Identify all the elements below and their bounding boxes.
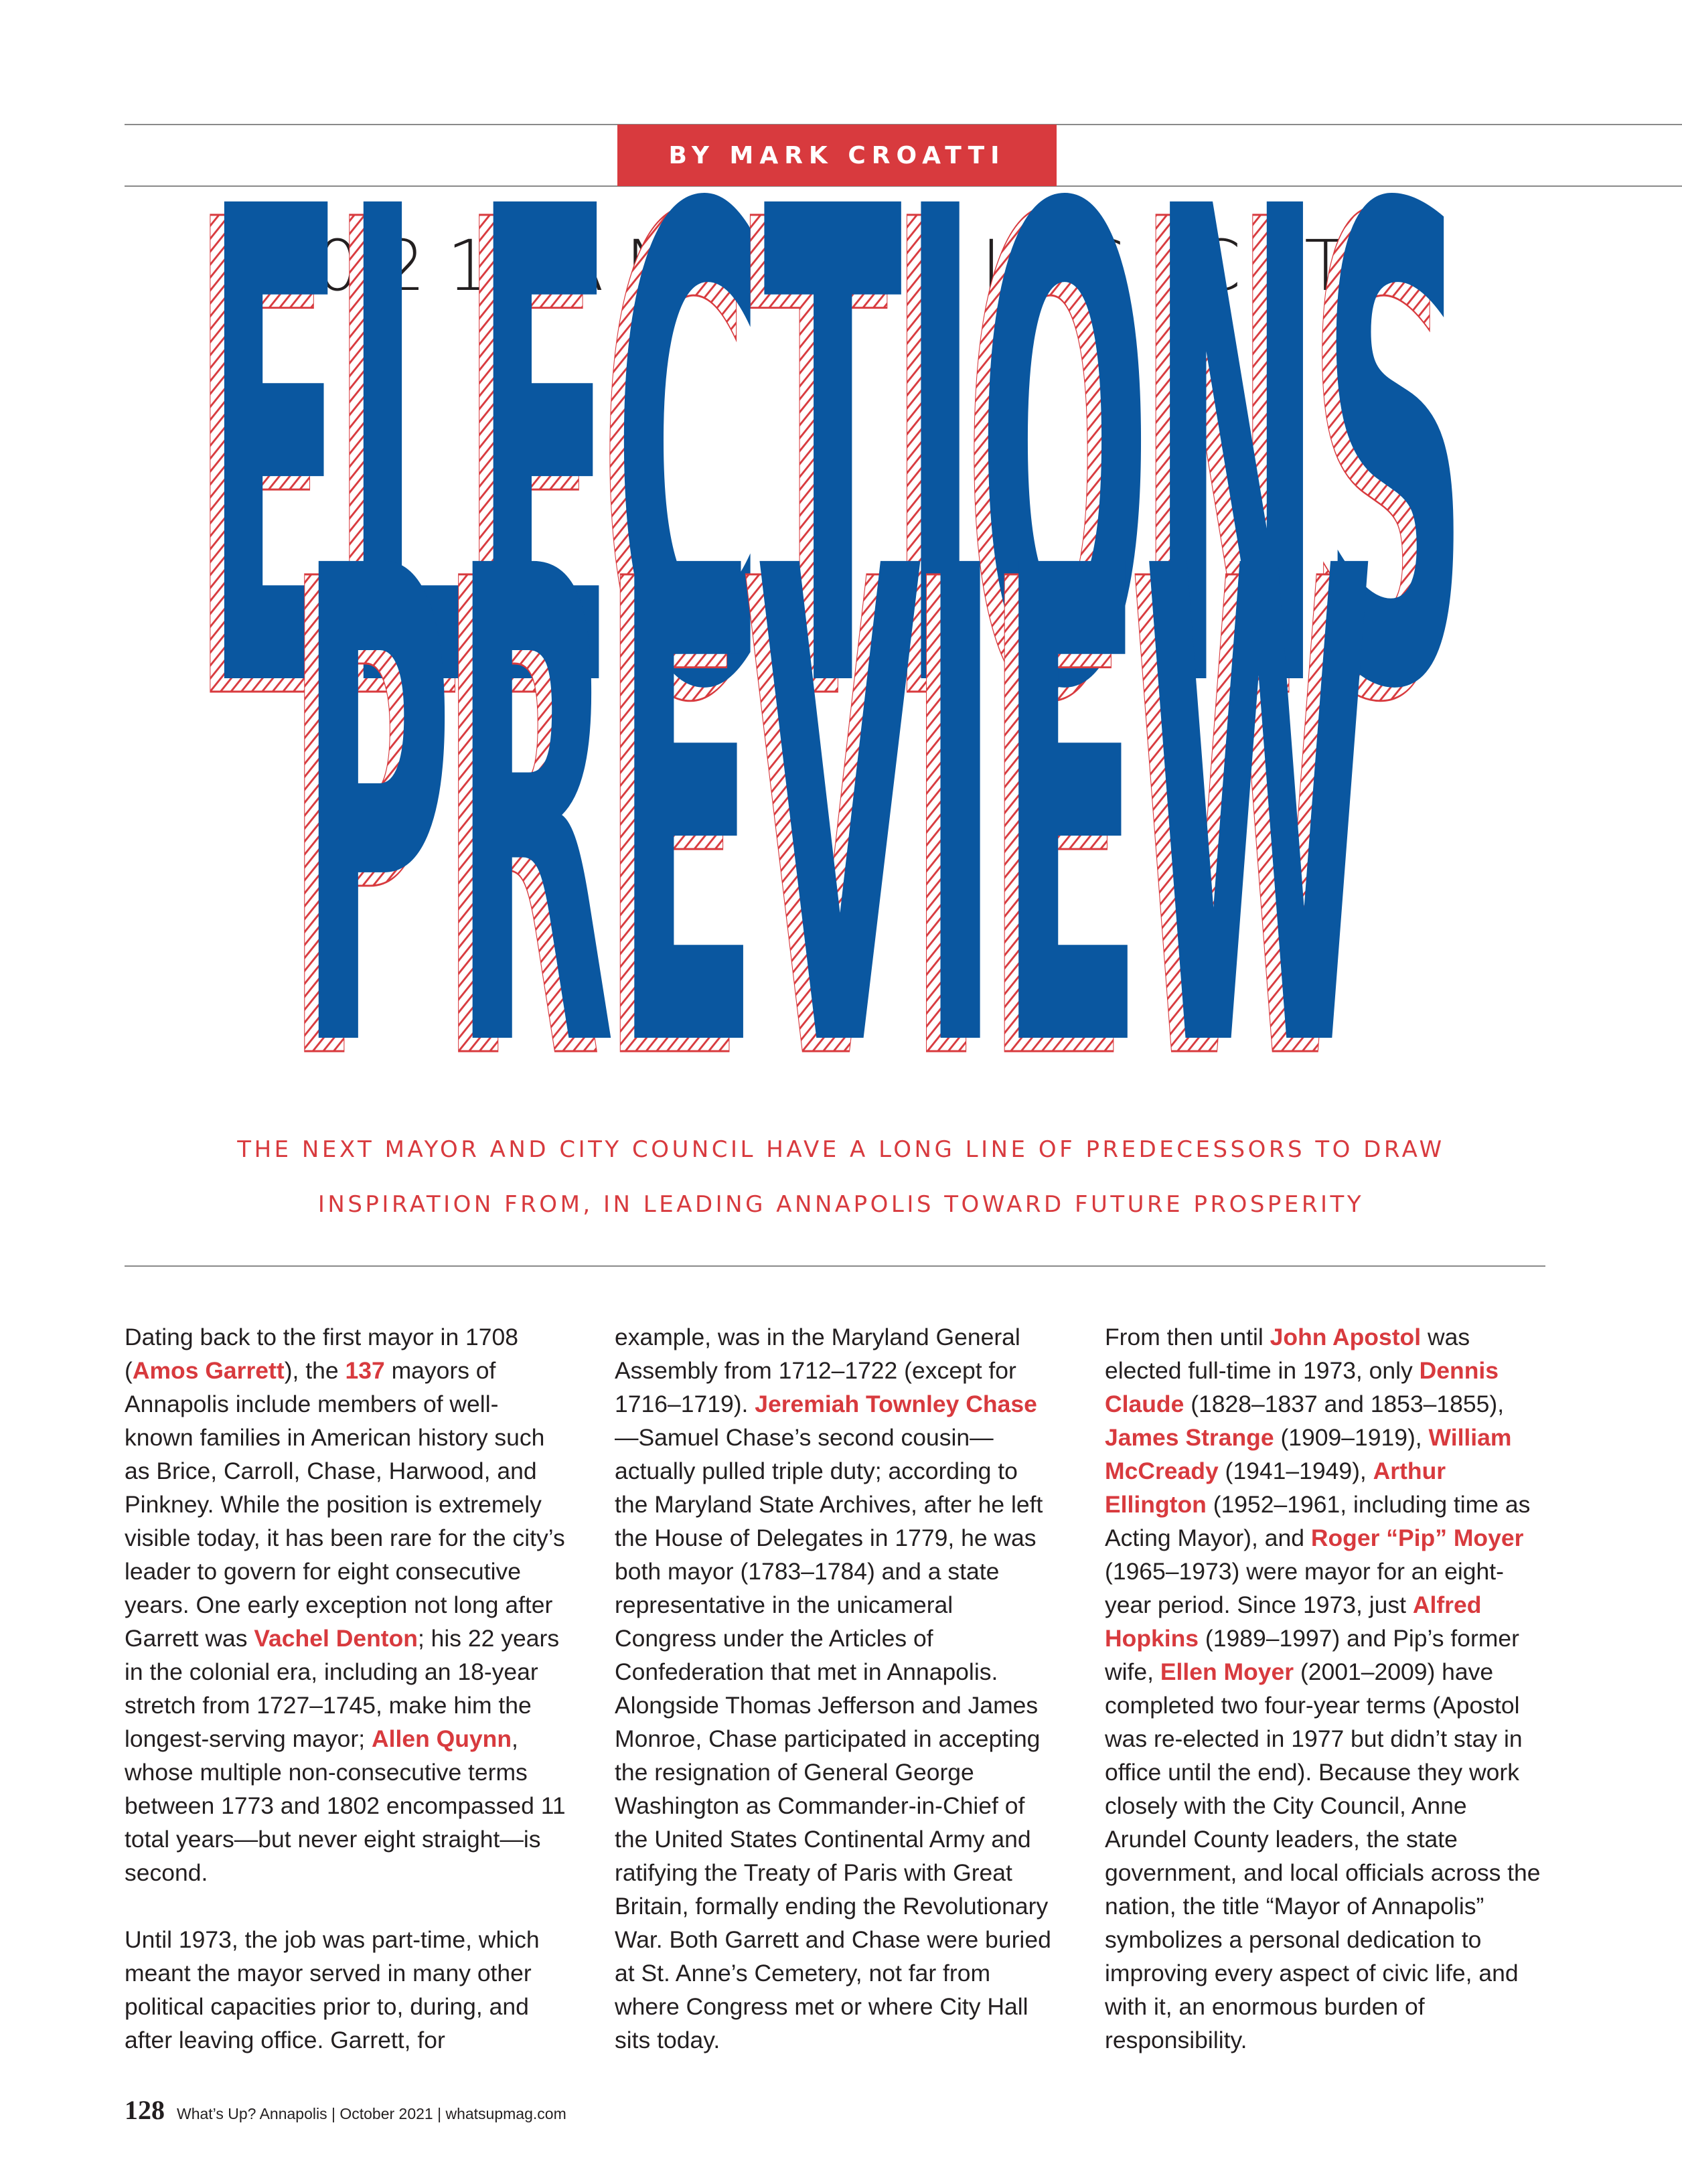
body-paragraph [1105, 1320, 1547, 2057]
highlighted-name: Vachel Denton [254, 1625, 418, 1652]
highlighted-name: William McCready [1105, 1424, 1512, 1484]
highlighted-name: Jeremiah Townley Chase [755, 1391, 1037, 1417]
highlighted-name: Alfred Hopkins [1105, 1591, 1482, 1652]
highlighted-name: Allen Quynn [371, 1725, 512, 1752]
body-column-1 [125, 1320, 566, 2057]
footer-publication-info: What’s Up? Annapolis | October 2021 | whatsupmag.com [177, 2105, 566, 2122]
footer [125, 2094, 566, 2126]
headline-line1-shadow: ELECTIONS [191, 84, 1454, 846]
deck-divider [125, 1265, 1545, 1267]
body-text: , whose multiple non-consecutive terms between 1773 and 1802 encompassed 11 total years—but never eight straight—is second. [125, 1725, 566, 1886]
headline-line1: ELECTIONS [205, 71, 1468, 833]
body-text: (1965–1973) were mayor for an eight-year period. Since 1973, just [1105, 1558, 1504, 1618]
body-text: From then until [1105, 1324, 1270, 1350]
headline-line2-shadow: PREVIEW [285, 444, 1361, 1105]
highlighted-name: James Strange [1105, 1424, 1274, 1451]
body-text: (1909–1919), [1274, 1424, 1429, 1451]
deck [0, 1122, 1682, 1232]
body-text: mayors of Annapolis include members of well-known families in American history such as Brice, Carroll, Chase, Harwood, and Pinkney. While the position is extremely visible today, it has been rare for the city’s leader to govern for eight consecutive years. One early exception not long after Garrett was [125, 1357, 565, 1652]
body-text: (1828–1837 and 1853–1855), [1184, 1391, 1505, 1417]
highlighted-name: John Apostol [1270, 1324, 1422, 1350]
body-text: —Samuel Chase’s second cousin—actually pulled triple duty; according to the Maryland State Archives, after he left the House of Delegates in 1779, he was both mayor (1783–1784) and a state representative in the unicameral Congress under the Articles of Confederation that met in Annapolis. Alongside Thomas Jefferson and James Monroe, Chase participated in accepting the resignation of General George Washington as Commander-in-Chief of the United States Continental Army and ratifying the Treaty of Paris with Great Britain, formally ending the Revolutionary War. Both Garrett and Chase were buried at St. Anne’s Cemetery, not far from where Congress met or where City Hall sits today. [615, 1424, 1051, 2053]
deck-line-2: INSPIRATION FROM, IN LEADING ANNAPOLIS TOWARD FUTURE PROSPERITY [317, 1191, 1365, 1218]
body-text: Dating back to the first mayor in 1708 ( [125, 1324, 519, 1384]
body-text: (1952–1961, including time as Acting Mayor), and [1105, 1491, 1531, 1551]
body-paragraph [125, 1320, 566, 1889]
body-text: was elected full-time in 1973, only [1105, 1324, 1470, 1384]
body-text: (2001–2009) have completed two four-year terms (Apostol was re-elected in 1977 but didn’t stay in office until the end). Because they work closely with the City Council, Anne Arundel County leaders, the state government, and local officials across the nation, the title “Mayor of Annapolis” symbolizes a personal dedication to improving every aspect of civic life, and with it, an enormous burden of responsibility. [1105, 1658, 1541, 2053]
highlighted-name: 137 [345, 1357, 385, 1384]
body-text: ), the [284, 1357, 346, 1384]
body-column-2 [615, 1320, 1057, 2057]
body-column-3 [1105, 1320, 1547, 2057]
deck-line-1: THE NEXT MAYOR AND CITY COUNCIL HAVE A LONG LINE OF PREDECESSORS TO DRAW [237, 1136, 1445, 1163]
body-paragraph [615, 1320, 1057, 2057]
body-text: Until 1973, the job was part-time, which meant the mayor served in many other political capacities prior to, during, and after leaving office. Garrett, for [125, 1926, 540, 2053]
body-text: ; his 22 years in the colonial era, including an 18-year stretch from 1727–1745, make him the longest-serving mayor; [125, 1625, 560, 1752]
highlighted-name: Ellen Moyer [1160, 1658, 1294, 1685]
headline-line2: PREVIEW [299, 431, 1375, 1105]
highlighted-name: Amos Garrett [132, 1357, 285, 1384]
highlighted-name: Roger “Pip” Moyer [1310, 1525, 1524, 1551]
byline-text: BY MARK CROATTI [668, 141, 1006, 169]
body-text: (1941–1949), [1218, 1458, 1373, 1484]
kicker-title: 2021 ANNAPOLIS CITY [249, 225, 1433, 307]
page-number: 128 [125, 2095, 165, 2125]
highlighted-name: Dennis Claude [1105, 1357, 1499, 1417]
highlighted-name: Arthur Ellington [1105, 1458, 1446, 1518]
body-paragraph [125, 1923, 566, 2057]
body-text: (1989–1997) and Pip’s former wife, [1105, 1625, 1519, 1685]
body-text: example, was in the Maryland General Assembly from 1712–1722 (except for 1716–1719). [615, 1324, 1020, 1417]
